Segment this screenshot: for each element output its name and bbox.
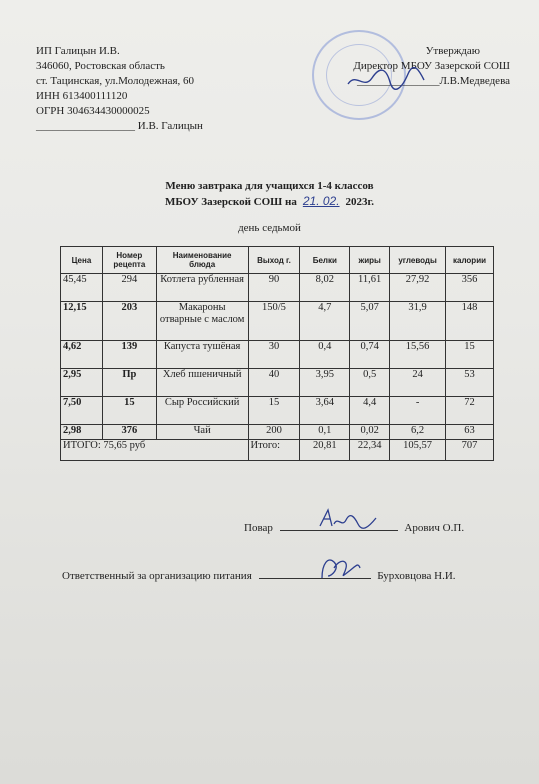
issuer-block [36,44,203,134]
total-price-cell: ИТОГО: 75,65 руб [61,440,249,461]
dish-cell: Чай [156,425,248,440]
responsible-signature [318,554,362,582]
yield-cell: 200 [248,425,300,440]
yield-cell: 15 [248,397,300,425]
price-cell: 12,15 [61,302,103,341]
yield-cell: 90 [248,274,300,302]
carbs-cell: 6,2 [390,425,446,440]
menu-date: 21. 02. [302,194,340,208]
table-row [61,274,494,302]
responsible-label: Ответственный за организацию питания [62,570,252,582]
issuer-address-region: 346060, Ростовская область [36,60,165,72]
director-signature [346,64,426,92]
cook-signature [318,506,378,532]
fat-cell: 11,61 [350,274,390,302]
menu-title: Меню завтрака для учащихся 1-4 классов [165,180,374,192]
carbs-cell: - [390,397,446,425]
approval-title: Утверждаю [425,45,480,57]
protein-cell: 0,1 [300,425,350,440]
total-calories-cell: 707 [446,440,494,461]
recipe-cell: 294 [102,274,156,302]
yield-cell: 150/5 [248,302,300,341]
menu-table [60,246,494,461]
fat-cell: 4,4 [350,397,390,425]
carbs-cell: 24 [390,369,446,397]
issuer-ogrn: ОГРН 304634430000025 [36,105,150,117]
price-cell: 7,50 [61,397,103,425]
fat-cell: 0,74 [350,341,390,369]
fat-cell: 5,07 [350,302,390,341]
issuer-signature-line: __________________ И.В. Галицын [36,120,203,132]
recipe-cell: 15 [102,397,156,425]
approver-signature-line: _______________Л.В.Медведева [356,75,510,87]
cook-label: Повар [244,522,273,534]
header-cell: Номер рецепта [102,247,156,274]
calories-cell: 148 [446,302,494,341]
table-row [61,369,494,397]
carbs-cell: 31,9 [390,302,446,341]
recipe-cell: 203 [102,302,156,341]
issuer-inn: ИНН 613400111120 [36,90,128,102]
calories-cell: 15 [446,341,494,369]
dish-cell: Капуста тушёная [156,341,248,369]
menu-subtitle [0,194,539,208]
issuer-name: ИП Галицын И.В. [36,45,120,57]
protein-cell: 4,7 [300,302,350,341]
total-row [61,440,494,461]
recipe-cell: 376 [102,425,156,440]
cook-name: Арович О.П. [404,522,465,534]
carbs-cell: 15,56 [390,341,446,369]
table-row [61,425,494,440]
protein-cell: 3,64 [300,397,350,425]
dish-cell: Сыр Российский [156,397,248,425]
header-cell: Выход г. [248,247,300,274]
table-row [61,302,494,341]
header-cell: углеводы [390,247,446,274]
responsible-name: Бурховцова Н.И. [377,570,456,582]
price-cell: 4,62 [61,341,103,369]
recipe-cell: 139 [102,341,156,369]
table-row [61,341,494,369]
approver-position: Директор МБОУ Зазерской СОШ [353,60,510,72]
table-header-row [61,247,494,274]
header-cell: жиры [350,247,390,274]
responsible-signature-row [62,566,456,582]
header-cell: Наименование блюда [156,247,248,274]
yield-cell: 30 [248,341,300,369]
recipe-cell: Пр [102,369,156,397]
calories-cell: 356 [446,274,494,302]
dish-cell: Макароны отварные с маслом [156,302,248,341]
total-label-cell: Итого: [248,440,300,461]
table-row [61,397,494,425]
protein-cell: 8,02 [300,274,350,302]
fat-cell: 0,02 [350,425,390,440]
header-cell: калории [446,247,494,274]
price-cell: 2,95 [61,369,103,397]
fat-cell: 0,5 [350,369,390,397]
protein-cell: 0,4 [300,341,350,369]
calories-cell: 53 [446,369,494,397]
total-fat-cell: 22,34 [350,440,390,461]
total-protein-cell: 20,81 [300,440,350,461]
price-cell: 2,98 [61,425,103,440]
yield-cell: 40 [248,369,300,397]
price-cell: 45,45 [61,274,103,302]
calories-cell: 63 [446,425,494,440]
protein-cell: 3,95 [300,369,350,397]
total-carbs-cell: 105,57 [390,440,446,461]
issuer-address-street: ст. Тацинская, ул.Молодежная, 60 [36,75,195,87]
dish-cell: Хлеб пшеничный [156,369,248,397]
school-name: МБОУ Зазерской СОШ на [164,196,297,208]
menu-year: 2023г. [345,196,375,208]
day-label: день седьмой [238,222,301,234]
dish-cell: Котлета рубленная [156,274,248,302]
calories-cell: 72 [446,397,494,425]
header-cell: Цена [61,247,103,274]
header-cell: Белки [300,247,350,274]
carbs-cell: 27,92 [390,274,446,302]
